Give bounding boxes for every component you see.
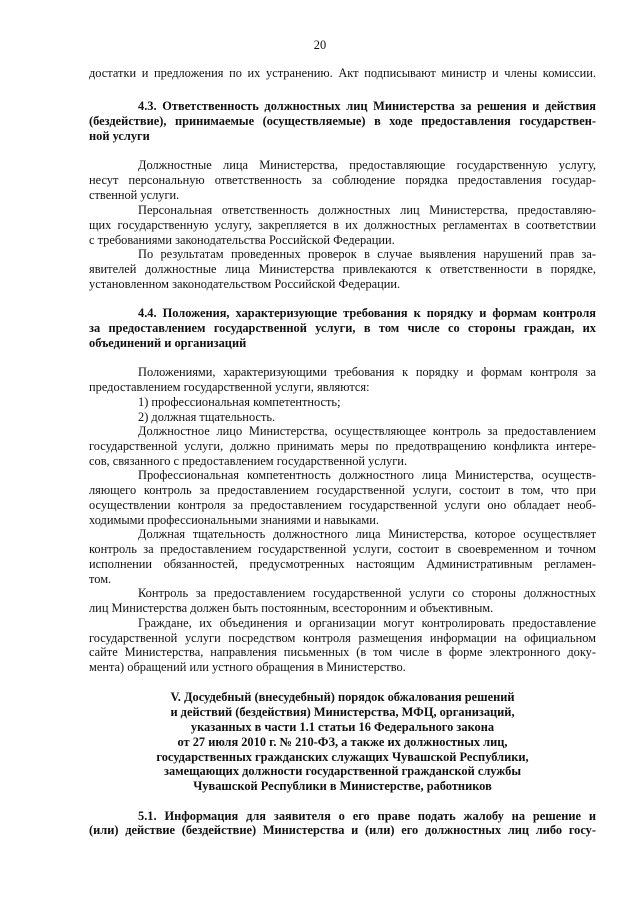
text-line: щих государственную услугу, закрепляется в их должностных регламентах в соответствии bbox=[89, 218, 596, 232]
text-line: осуществлении контроля за предоставлением государственной услуги оно обладает необ- bbox=[89, 498, 596, 512]
text-line: Должностные лица Министерства, предоставляющие государственную услугу, bbox=[138, 158, 596, 172]
text-line: ляющего контроль за предоставлением государственной услуги, состоит в том, что при bbox=[89, 483, 596, 497]
page-number: 20 bbox=[313, 38, 327, 52]
text-line: исполнении обязанностей, предусмотренных настоящим Административным регламен- bbox=[89, 557, 596, 571]
chapter-heading: государственных гражданских служащих Чувашской Республики, bbox=[156, 750, 529, 764]
text-line: достатки и предложения по их устранению. Акт подписывают министр и члены комиссии. bbox=[89, 66, 596, 80]
list-item: 2) должная тщательность. bbox=[138, 410, 276, 424]
text-line: государственной услуги посредством контроля размещения информации на официальном bbox=[89, 631, 596, 645]
section-heading: 4.4. Положения, характеризующие требования к порядку и формам контроля bbox=[138, 306, 596, 320]
text-line: Должная тщательность должностного лица Министерства, которое осуществляет bbox=[138, 527, 596, 541]
text-line: том. bbox=[89, 572, 112, 586]
text-line: лиц Министерства должен быть постоянным, всесторонним и объективным. bbox=[89, 601, 494, 615]
text-line: явителей должностные лица Министерства привлекаются к ответственности в порядке, bbox=[89, 262, 596, 276]
text-line: государственной услуги, должно принимать меры по предотвращению конфликта интере- bbox=[89, 439, 596, 453]
text-line: Должностное лицо Министерства, осуществляющее контроль за предоставлением bbox=[138, 424, 596, 438]
section-heading: 4.3. Ответственность должностных лиц Министерства за решения и действия bbox=[138, 99, 596, 113]
text-line: По результатам проведенных проверок в случае выявления нарушений прав за- bbox=[138, 247, 596, 261]
text-line: Граждане, их объединения и организации могут контролировать предоставление bbox=[138, 616, 596, 630]
section-heading: (или) действие (бездействие) Министерства и (или) его должностных лиц либо госу- bbox=[89, 823, 596, 837]
chapter-heading: и действий (бездействия) Министерства, МФЦ, организаций, bbox=[170, 705, 515, 719]
chapter-heading: Чувашской Республики в Министерстве, работников bbox=[193, 779, 492, 793]
chapter-heading: замещающих должности государственной гражданской службы bbox=[163, 764, 521, 778]
text-line: Положениями, характеризующими требования к порядку и формам контроля за bbox=[138, 365, 596, 379]
section-heading: ной услуги bbox=[89, 129, 150, 143]
section-heading: 5.1. Информация для заявителя о его праве подать жалобу на решение и bbox=[138, 809, 596, 823]
chapter-heading: указанных в части 1.1 статьи 16 Федерального закона bbox=[190, 720, 495, 734]
text-line: контроль за предоставлением государственной услуги, состоит в своевременном и точном bbox=[89, 542, 596, 556]
text-line: предоставлением государственной услуги, являются: bbox=[89, 380, 370, 394]
chapter-heading: V. Досудебный (внесудебный) порядок обжалования решений bbox=[170, 690, 515, 704]
chapter-heading: от 27 июля 2010 г. № 210-ФЗ, а также их должностных лиц, bbox=[177, 735, 508, 749]
list-item: 1) профессиональная компетентность; bbox=[138, 395, 341, 409]
text-line: ходимыми профессиональными знаниями и навыками. bbox=[89, 513, 380, 527]
text-line: несут персональную ответственность за соблюдение порядка предоставления государ- bbox=[89, 173, 596, 187]
text-line: установленном законодательством Российской Федерации. bbox=[89, 277, 401, 291]
text-line: Персональная ответственность должностных лиц Министерства, предоставляю- bbox=[138, 203, 596, 217]
text-line: ственной услуги. bbox=[89, 188, 180, 202]
text-line: Контроль за предоставлением государственной услуги со стороны должностных bbox=[138, 586, 596, 600]
section-heading: (бездействие), принимаемые (осуществляемые) в ходе предоставления государствен- bbox=[89, 114, 596, 128]
section-heading: за предоставлением государственной услуги, в том числе со стороны граждан, их bbox=[89, 321, 596, 335]
text-line: с требованиями законодательства Российской Федерации. bbox=[89, 233, 395, 247]
text-line: сайте Министерства, направления письменных (в том числе в форме электронного доку- bbox=[89, 645, 596, 659]
section-heading: объединений и организаций bbox=[89, 336, 247, 350]
text-line: сов, связанного с предоставлением государственной услуги. bbox=[89, 454, 408, 468]
text-line: Профессиональная компетентность должностного лица Министерства, осуществ- bbox=[138, 468, 596, 482]
text-line: мента) обращений или устного обращения в Министерство. bbox=[89, 660, 406, 674]
